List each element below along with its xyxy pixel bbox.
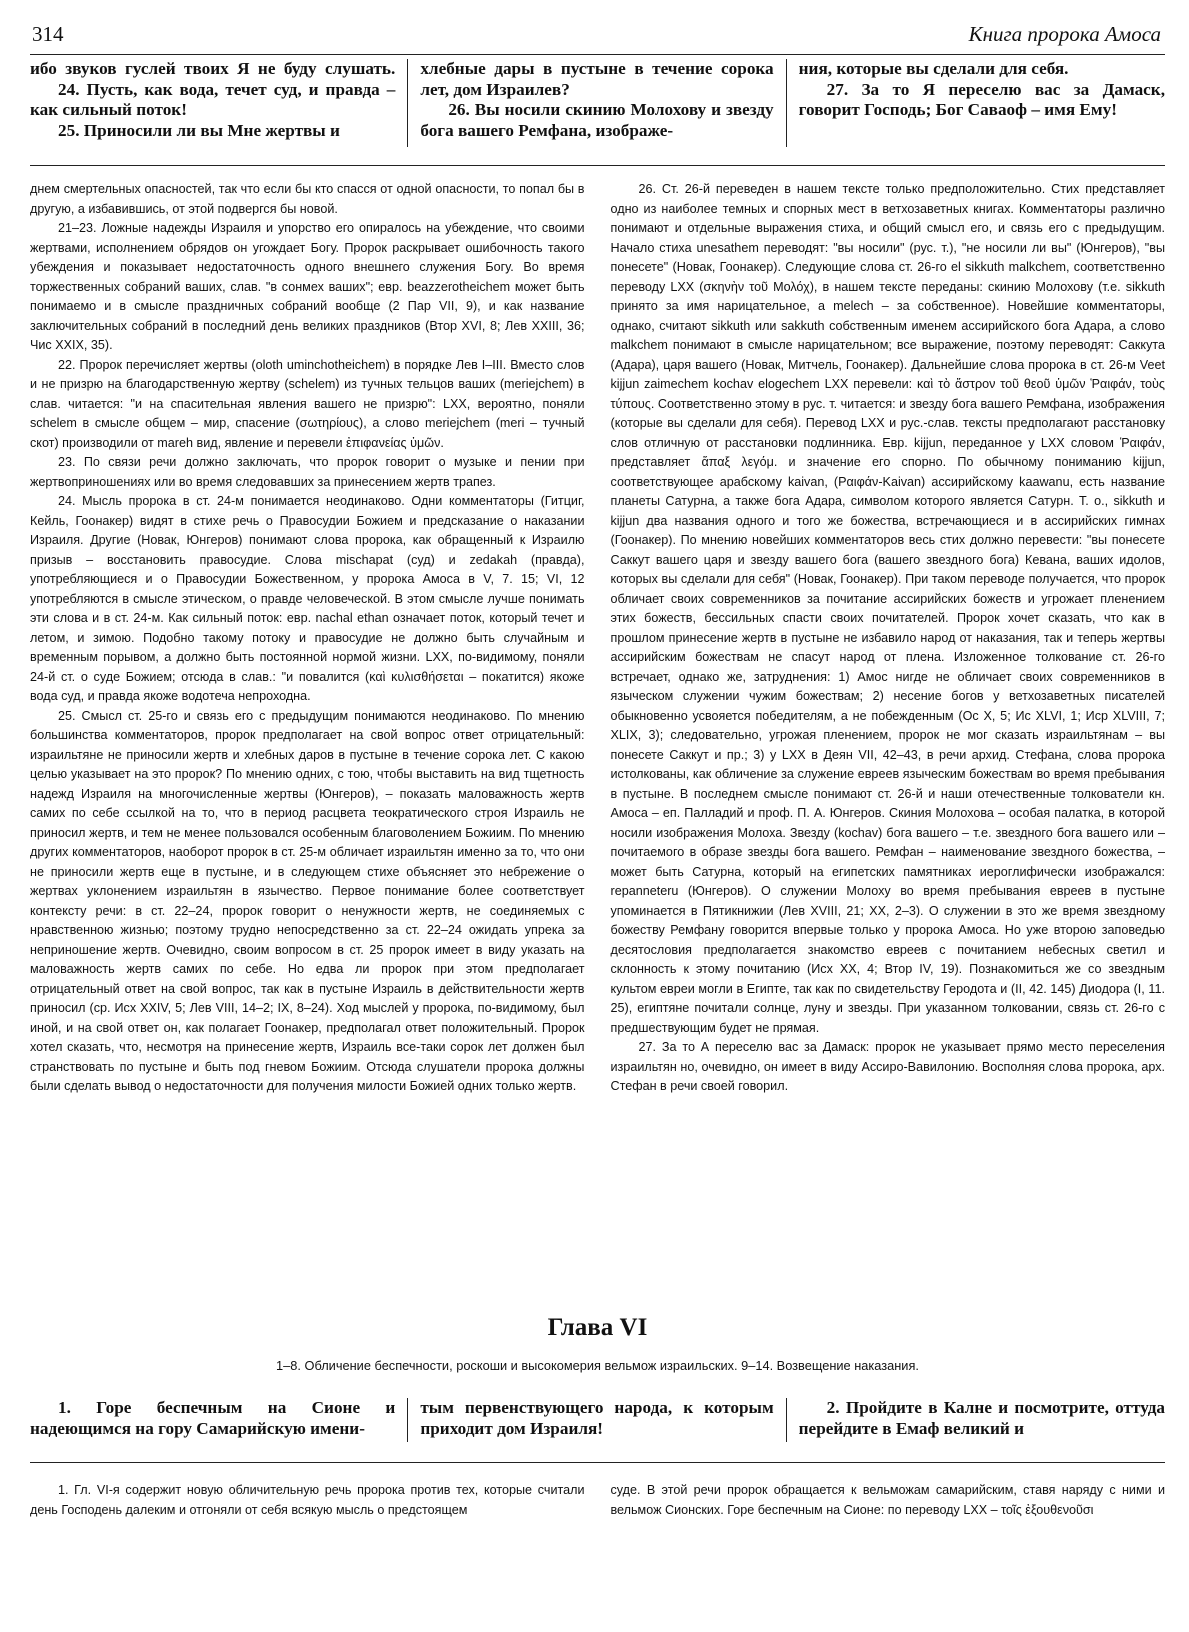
verse-27: 27. За то Я переселю вас за Дамаск, говорит Господь; Бог Саваоф – имя Ему! [798,79,1165,119]
verse-column-2 [408,59,786,147]
verse-1: 1. Горе беспечным на Сионе и надеющимся на гору Самарийскую имени- [30,1398,396,1438]
page [30,18,1165,1523]
verse-1-cont: тым первенствующего народа, к которым приходит дом Израиля! [420,1398,774,1438]
verse-column-2 [408,1398,786,1442]
verse-column-1 [30,1398,408,1442]
commentary-21-23: 21–23. Ложные надежды Израиля и упорство его опиралось на убеждение, что своими жертвами, исполнением обрядов он угождает Богу. Пророк раскрывает ошибочность такого убеждения и показывает недостаточность одного внешнего служения Богу. Во время торжественных собраний ваших, слав. "в сонмех ваших"; евр. beazzerotheichem может быть понимаемо и в смысле праздничных собраний вообще (2 Пар VII, 9), и как название заключительных собраний в последний день великих праздников (Втор XVI, 8; Лев XXIII, 36; Чис XXIX, 35). [30,221,585,352]
commentary-left-column [30,180,585,1292]
verse-column-1 [30,59,408,147]
commentary-left-column [30,1481,585,1523]
verse-24: 24. Пусть, как вода, течет суд, и правда – как сильный поток! [30,79,396,119]
commentary-25: 25. Смысл ст. 25-го и связь его с предыдущим понимаются неодинаково. По мнению большинства комментаторов, пророк предполагает на свой вопрос ответ отрицательный: израильтяне не приносили жертв и хлебных даров в пустыне в течение сорока лет. С какою целью указывает на это пророк? По мнению одних, с тою, чтобы выставить на вид тщетность надежд Израиля на многочисленные жертвы (Юнгеров), – показать маловажность жертв самих по себе ссылкой на то, что в период расцвета теократического строя Израиль не приносил жертв, и тем не менее пользовался особенным благоволением Божиим. По мнению других комментаторов, наоборот пророк в ст. 25-м обличает израильтян именно за то, что они не приносили жертв еще в пустыне, и в следующем стихе объясняет это небрежение о жертвах уклонением израильтян в язычество. Первое понимание более соответствует контексту речи: в ст. 22–24, пророк говорит о ненужности жертв, не соединяемых с нравственною жизнью; поэтому трудно непосредственно за ст. 22–24 ожидать упрека за неприношение жертв. Очевидно, своим вопросом в ст. 25 пророк имеет в виду указать на маловажность жертв самих по себе. Но едва ли пророк при этом предполагает отрицательный ответ на свой вопрос, так как в пустыне Израиль в действительности жертв приносил (ср. Исх XXIV, 5; Лев VIII, 14–2; IX, 8–24). Ход мыслей у пророка, по-видимому, был иной, и на свой ответ он, как полагает Гоонакер, предполагал ответ положительный. Пророк хотел сказать, что, несмотря на принесение жертв, Израиль все-таки сорок лет должен был странствовать по пустыне и быть под гневом Божиим. Отсюда слушатели пророка должны были сделать вывод о недостаточности для получения милости Божией одних только жертв. [30,708,585,1093]
commentary-22: 22. Пророк перечисляет жертвы (oloth uminchotheichem) в порядке Лев I–III. Вместо слов и не призрю на благодарственную жертву (schelem) из тучных тельцов ваших (meriejchem) в слав. читается: "и на спасительная явления вашего не призрю": LXX, вероятно, поняли schelem в смысле общем – мир, спасение (σωτηρίους), а слово meriejchem (meri – тучный скот) производили от mareh вид, явление и перевели ἐπιφανείας ὑμῶν. [30,357,585,450]
verse-26-cont: ния, которые вы сделали для себя. [798,59,1069,78]
verse-26: 26. Вы носили скинию Молохову и звезду бога вашего Ремфана, изображе- [420,100,774,140]
commentary-27: 27. За то А переселю вас за Дамаск: пророк не указывает прямо место переселения израильтян но, очевидно, он имеет в виду Ассиро-Вавилонию. Восполняя слова пророка, арх. Стефан в речи своей говорил. [610,1040,1165,1093]
commentary-23: 23. По связи речи должно заключать, что пророк говорит о музыке и пении при жертвоприношениях или во время следовавших за принесением жертв трапез. [30,455,585,489]
verses-bottom [30,1398,1165,1442]
commentary-right-column [611,1481,1166,1523]
commentary-paragraph: днем смертельных опасностей, так что если бы кто спасся от одной опасности, то попал бы в другую, а избавившись, от этой подвергся бы новой. [30,182,585,216]
verse-column-3 [787,59,1165,147]
divider [30,165,1165,166]
page-number: 314 [32,22,64,46]
commentary-1: 1. Гл. VI-я содержит новую обличительную речь пророка против тех, которые считали день Господень далеким и отгоняли от себя всякую мысль о предстоящем [30,1483,585,1517]
verse-25-cont: хлебные дары в пустыне в течение сорока лет, дом Израилев? [420,59,774,99]
verse-column-3 [787,1398,1165,1442]
commentary-26: 26. Ст. 26-й переведен в нашем тексте только предположительно. Стих представляет одно из наиболее темных и спорных мест в ветхозаветных книгах. Комментаторы различно понимают и отдельные выражения стиха, и общий смысл его, и связь его с предыдущим. Начало стиха unesathem переводят: "вы носили" (рус. т.), "не носили ли вы" (Юнгеров), "вы понесете" (Новак, Гоонакер). Следующие слова ст. 26-го el sikkuth malkchem, соответственно переводу LXX (σκηνὴν τοῦ Μολόχ), в нашем тексте переданы: скинию Молохову (т.е. sikkuth принято за имя нарицательное, а melech – за собственное). Новейшие комментаторы, однако, считают sikkuth или sakkuth собственным именем ассирийского бога Адара, а слово malkchem понимают в смысле нарицательном; все выражение, поэтому переводят: Саккута (Адара), царя вашего (Новак, Митчель, Гоонакер). Дальнейшие слова пророка в ст. 26-м Veet kijjun zaimechem kochav elogechem LXX перевели: καὶ τὸ ἄστρον τοῦ θεοῦ ὑμῶν Ῥαιφάν, τοὺς τύπους. Соответственно этому в рус. т. читается: и звезду бога вашего Ремфана, изображения (которые вы сделали для себя). Перевод LXX и рус.-слав. тексты предполагают расстановку слов отличную от расстановки подлинника. Евр. kijjun, переданное у LXX словом Ῥαιφάν, представляет ἅπαξ λεγόμ. и значение его спорно. По обычному пониманию kijjun, соответствующее арабскому kaivan, (Ραιφάν-Kaivan) ассирийскому kaawanu, есть название планеты Сатурна, а также бога Адара, символом которого является Сатурн. Т. о., sikkuth и kijjun два названия одного и того же божества, встречающиеся и в ассирийских гимнах (Гоонакер). По мнению новейших комментаторов весь стих должно перевести: "вы понесете Саккут вашего царя и звезду вашего бога (вашего звездного бога) Кевана, ваших идолов, которых вы сделали для себя" (Новак, Гоонакер). При таком переводе получается, что пророк обличает своих современников за почитание ассирийских божеств и угрожает пленением этих божеств, бессильных спасти своих почитателей. Пророк хочет сказать, что как в прошлом принесение жертв в пустыне не избавило народ от наказания, так и теперь жертвы ассирийским божествам не спасут народ от плена. Изложенное толкование ст. 26-го встречает, однако же, затруднения: 1) Амос нигде не обличает своих современников в языческом служении чужим божествам; 2) несение богов у ветхозаветных писателей обыкновенно усвояется победителям, а не побежденным (Ос X, 5; Ис XLVI, 1; Иср XLVIII, 7; XLIX, 3); следовательно, угрожая пленением, пророк не мог сказать израильтянам – вы понесете Саккут и пр.; 3) у LXX в Деян VII, 42–43, в речи архид. Стефана, слова пророка истолкованы, как обличение за служение евреев языческим божествам во время пребывания в пустыне. В последнем смысле понимают ст. 26-й и наши отечественные толкователи кн. Амоса – еп. Палладий и проф. П. А. Юнгеров. Скиния Молохова – особая палатка, в которой носили изображения Молоха. Звезду (kochav) бога вашего – т.е. звездного бога вашего или – почитаемого в образе звезды бога вашего. Ремфан – наименование звездного божества, – может быть Сатурна, который на египетских памятниках иероглифически изображался: repanneteru (Юнгеров). О служении Молоху во время пребывания евреев в пустыне упоминается в Пятикнижии (Лев XVIII, 21; XX, 2–3). О служении в это же время звездному божеству Ремфану говорится впервые только у пророка Амоса. Но уже второю заповедью десятословия предполагается знакомство евреев с почитанием небесных светил и склонность к этому почитанию (Исх XX, 4; Втор IV, 19). Познакомиться же со звездным культом евреи могли в Египте, так как по свидетельству Геродота и (II, 42. 145) Диодора (I, 11. 25), египтяне почитали солнце, луну и звезды. При указанном толковании, связь ст. 26-го с предшествующим будет не прямая. [610,182,1165,1035]
commentary-bottom [30,1481,1165,1523]
verses-top [30,59,1165,147]
commentary-top [30,180,1165,1292]
verse-25: 25. Приносили ли вы Мне жертвы и [58,120,340,140]
verse-line: ибо звуков гуслей твоих Я не буду слушать. [30,59,396,78]
running-title: Книга пророка Амоса [968,22,1161,46]
chapter-summary: 1–8. Обличение беспечности, роскоши и высокомерия вельмож израильских. 9–14. Возвещение наказания. [276,1358,919,1373]
verse-2: 2. Пройдите в Калне и посмотрите, оттуда перейдите в Емаф великий и [798,1398,1165,1438]
commentary-1-cont: суде. В этой речи пророк обращается к вельможам самарийским, ставя наряду с ними и вельмож Сионских. Горе беспечным на Сионе: по переводу LXX – τοῖς ἐξουθενοῦσι [610,1483,1165,1517]
chapter-title: Глава VI [547,1314,648,1341]
commentary-24: 24. Мысль пророка в ст. 24-м понимается неодинаково. Одни комментаторы (Гитциг, Кейль, Гоонакер) видят в стихе речь о Правосудии Божием и предсказание о наказании Израиля. Другие (Новак, Юнгеров) понимают слова пророка, как обращенный к Израилю призыв – восстановить правосудие. Слова mischapat (суд) и zedakah (правда), употребляющиеся и о Правосудии Божественном, у пророка Амоса в V, 7. 15; VI, 12 употребляются в смысле этическом, о правде человеческой. В этом смысле лучше понимать эти слова и в ст. 24-м. Как сильный поток: евр. nachal ethan означает поток, который течет и летом, и зимою. Подобно такому потоку и правосудие не должно быть случайным и временным порывом, а должно быть постоянной нормой жизни. LXX, по-видимому, поняли 24-й ст. о суде Божием; отсюда в слав.: "и повалится (καὶ κυλισθήσεται – покатится) якоже вода суд, и правда якоже водотеча непроходна. [30,494,585,703]
page-header [30,18,1165,55]
divider [30,1462,1165,1463]
commentary-right-column [611,180,1166,1292]
